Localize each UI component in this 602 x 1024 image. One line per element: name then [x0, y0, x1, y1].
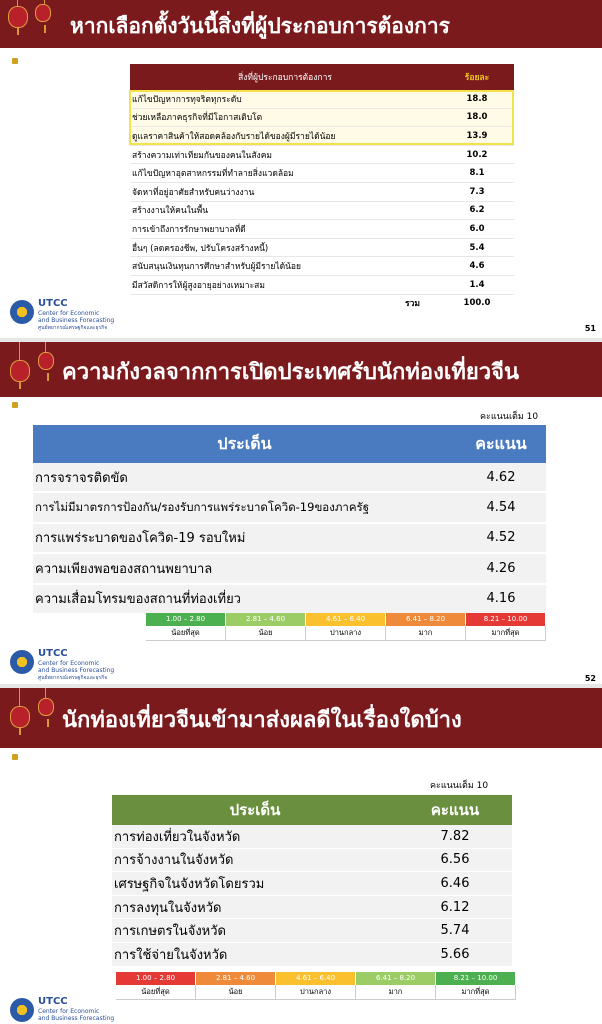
- table-row: [112, 848, 512, 872]
- logo-name: UTCC: [38, 298, 68, 309]
- table-row: [130, 182, 514, 201]
- table-row: [130, 201, 514, 220]
- legend-label: มาก: [386, 626, 466, 641]
- table-row: [33, 584, 546, 614]
- legend-range: 1.00 – 2.80: [146, 613, 226, 626]
- utcc-logo: [10, 298, 140, 331]
- row-item: การจ้างงานในจังหวัด: [112, 848, 398, 872]
- col-header-issue: ประเด็น: [33, 425, 456, 463]
- lantern-cord: [19, 342, 20, 360]
- row-item: เศรษฐกิจในจังหวัดโดยรวม: [112, 872, 398, 896]
- row-item: ช่วยเหลือภาคธุรกิจที่มีโอกาสเติบโต: [130, 108, 440, 127]
- score-legend: [146, 613, 546, 641]
- row-value: 10.2: [440, 145, 514, 164]
- legend-cell: [436, 972, 516, 1000]
- row-value: 1.4: [440, 275, 514, 294]
- concerns-table: [33, 425, 546, 615]
- lantern-icon: [38, 698, 54, 716]
- table-header-row: [130, 64, 514, 90]
- legend-cell: [356, 972, 436, 1000]
- row-item: สนับสนุนเงินทุนการศึกษาสำหรับผู้มีรายได้น้อย: [130, 257, 440, 276]
- logo-line-1: Center for Economic: [38, 660, 100, 667]
- row-value: 18.0: [440, 108, 514, 127]
- legend-label: น้อยที่สุด: [146, 626, 226, 641]
- lantern-icon: [10, 360, 30, 382]
- legend-cell: [466, 613, 546, 641]
- table-row: [112, 942, 512, 966]
- row-item: แก้ไขปัญหาการทุจริตทุกระดับ: [130, 90, 440, 108]
- legend-cell: [276, 972, 356, 1000]
- table-row: [130, 220, 514, 239]
- legend-label: มาก: [356, 985, 436, 1000]
- slide-1-header: [0, 0, 602, 48]
- total-value: 100.0: [463, 298, 491, 309]
- legend-cell: [226, 613, 306, 641]
- row-item: มีสวัสดิการให้ผู้สูงอายุอย่างเหมาะสม: [130, 275, 440, 294]
- table-row: [130, 145, 514, 164]
- row-value: 4.26: [456, 553, 546, 583]
- legend-range: 6.41 – 8.20: [386, 613, 466, 626]
- table-row: [33, 463, 546, 492]
- table-row: [112, 895, 512, 919]
- logo-line-1: Center for Economic: [38, 310, 100, 317]
- row-item: การไม่มีมาตรการป้องกัน/รองรับการแพร่ระบาดโควิด-19ของภาครัฐ: [33, 492, 456, 522]
- legend-range: 2.81 – 4.60: [226, 613, 306, 626]
- row-item: การลงทุนในจังหวัด: [112, 895, 398, 919]
- legend-range: 8.21 – 10.00: [466, 613, 546, 626]
- row-item: ความเพียงพอของสถานพยาบาล: [33, 553, 456, 583]
- table-row: [112, 825, 512, 848]
- row-item: สร้างความเท่าเทียมกันของคนในสังคม: [130, 145, 440, 164]
- row-value: 4.16: [456, 584, 546, 614]
- logo-name: UTCC: [38, 996, 68, 1007]
- lantern-cord: [45, 688, 46, 698]
- row-value: 5.4: [440, 238, 514, 257]
- highlight-box: [129, 90, 514, 145]
- legend-cell: [306, 613, 386, 641]
- lantern-cord: [19, 688, 20, 706]
- row-item: ความเสื่อมโทรมของสถานที่ท่องเที่ยว: [33, 584, 456, 614]
- col-header-item: สิ่งที่ผู้ประกอบการต้องการ: [130, 64, 440, 90]
- legend-range: 4.61 – 6.40: [306, 613, 386, 626]
- row-item: ดูแลราคาสินค้าให้สอดคล้องกับรายได้ของผู้มีรายได้น้อย: [130, 127, 440, 146]
- row-value: 13.9: [440, 127, 514, 146]
- legend-label: ปานกลาง: [306, 626, 386, 641]
- table-row: [33, 492, 546, 522]
- lantern-icon: [10, 706, 30, 728]
- row-item: สร้างงานให้คนในพื้น: [130, 201, 440, 220]
- legend-label: มากที่สุด: [466, 626, 546, 641]
- row-value: 6.0: [440, 220, 514, 239]
- row-item: การเกษตรในจังหวัด: [112, 919, 398, 943]
- utcc-logo: [10, 996, 140, 1024]
- slide-2-header: [0, 342, 602, 397]
- row-value: 5.66: [398, 942, 512, 966]
- col-header-score: คะแนน: [398, 795, 512, 825]
- score-legend: [116, 972, 516, 1000]
- slide-1: [0, 0, 602, 338]
- decor-dot: [12, 754, 18, 760]
- row-value: 4.54: [456, 492, 546, 522]
- utcc-emblem-icon: [10, 650, 34, 674]
- row-value: 6.12: [398, 895, 512, 919]
- logo-line-2: and Business Forecasting: [38, 667, 115, 674]
- legend-label: มากที่สุด: [436, 985, 516, 1000]
- score-note: คะแนนเต็ม 10: [480, 412, 539, 422]
- row-item: การใช้จ่ายในจังหวัด: [112, 942, 398, 966]
- legend-label: ปานกลาง: [276, 985, 356, 1000]
- score-note: คะแนนเต็ม 10: [430, 781, 489, 791]
- row-value: 4.6: [440, 257, 514, 276]
- table-header-row: [33, 425, 546, 463]
- row-item: แก้ไขปัญหาอุตสาหกรรมที่ทำลายสิ่งแวดล้อม: [130, 164, 440, 183]
- utcc-logo: [10, 648, 140, 681]
- row-value: 5.74: [398, 919, 512, 943]
- legend-label: น้อย: [226, 626, 306, 641]
- row-item: การแพร่ระบาดของโควิด-19 รอบใหม่: [33, 523, 456, 553]
- slide-title: นักท่องเที่ยวจีนเข้ามาส่งผลดีในเรื่องใดบ้าง: [62, 708, 462, 733]
- row-value: 6.2: [440, 201, 514, 220]
- logo-line-2: and Business Forecasting: [38, 317, 115, 324]
- logo-line-3: ศูนย์พยากรณ์เศรษฐกิจและธุรกิจ: [38, 325, 108, 331]
- row-value: 7.82: [398, 825, 512, 848]
- lantern-icon: [38, 352, 54, 370]
- col-header-score: คะแนน: [456, 425, 546, 463]
- utcc-emblem-icon: [10, 998, 34, 1022]
- page-number: 52: [584, 674, 596, 683]
- table-row: [33, 553, 546, 583]
- lantern-icon: [8, 6, 28, 28]
- table-row: [130, 275, 514, 294]
- table-row: [112, 919, 512, 943]
- row-item: การจราจรติดขัด: [33, 463, 456, 492]
- legend-cell: [146, 613, 226, 641]
- table-header-row: [112, 795, 512, 825]
- legend-cell: [196, 972, 276, 1000]
- row-value: 8.1: [440, 164, 514, 183]
- total-row: [130, 294, 514, 312]
- row-value: 18.8: [440, 90, 514, 108]
- table-row: [130, 238, 514, 257]
- table-row: [130, 164, 514, 183]
- lantern-icon: [35, 4, 51, 22]
- legend-label: น้อยที่สุด: [116, 985, 196, 1000]
- legend-range: 6.41 – 8.20: [356, 972, 436, 985]
- table-row: [112, 872, 512, 896]
- legend-range: 1.00 – 2.80: [116, 972, 196, 985]
- col-header-issue: ประเด็น: [112, 795, 398, 825]
- total-label: รวม: [405, 299, 420, 310]
- row-value: 7.3: [440, 182, 514, 201]
- utcc-emblem-icon: [10, 300, 34, 324]
- logo-line-1: Center for Economic: [38, 1008, 100, 1015]
- legend-range: 2.81 – 4.60: [196, 972, 276, 985]
- table-row: [130, 257, 514, 276]
- row-value: 6.56: [398, 848, 512, 872]
- slide-title: หากเลือกตั้งวันนี้สิ่งที่ผู้ประกอบการต้องการ: [70, 14, 450, 38]
- row-value: 4.62: [456, 463, 546, 492]
- col-header-percent: ร้อยละ: [440, 64, 514, 90]
- lantern-cord: [45, 342, 46, 352]
- row-item: อื่นๆ (ลดครองชีพ, ปรับโครงสร้างหนี้): [130, 238, 440, 257]
- slide-3-header: [0, 688, 602, 748]
- legend-range: 8.21 – 10.00: [436, 972, 516, 985]
- page-number: 51: [584, 324, 596, 333]
- decor-dot: [12, 58, 18, 64]
- table-row: [33, 523, 546, 553]
- logo-line-3: ศูนย์พยากรณ์เศรษฐกิจและธุรกิจ: [38, 675, 108, 681]
- row-value: 6.46: [398, 872, 512, 896]
- logo-line-2: and Business Forecasting: [38, 1015, 115, 1022]
- legend-label: น้อย: [196, 985, 276, 1000]
- row-item: จัดหาที่อยู่อาศัยสำหรับคนว่างงาน: [130, 182, 440, 201]
- row-item: การท่องเที่ยวในจังหวัด: [112, 825, 398, 848]
- legend-range: 4.61 – 6.40: [276, 972, 356, 985]
- row-item: การเข้าถึงการรักษาพยาบาลที่ดี: [130, 220, 440, 239]
- slide-title: ความกังวลจากการเปิดประเทศรับนักท่องเที่ยวจีน: [62, 360, 520, 385]
- legend-cell: [386, 613, 466, 641]
- logo-name: UTCC: [38, 648, 68, 659]
- row-value: 4.52: [456, 523, 546, 553]
- benefits-table: [112, 795, 512, 967]
- decor-dot: [12, 402, 18, 408]
